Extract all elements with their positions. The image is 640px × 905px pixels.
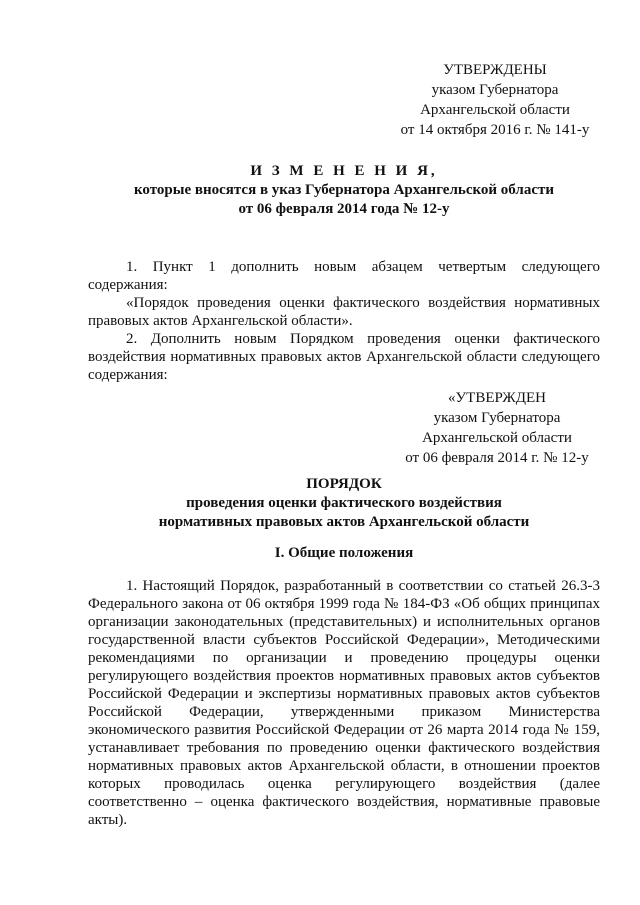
- approved-by: указом Губернатора: [431, 82, 559, 98]
- paragraph-item-2: 2. Дополнить новым Порядком проведения оценки фактического воздействия нормативных правовых актов Архангельской области следующего содержания:: [88, 331, 600, 383]
- changes-title: [88, 162, 600, 219]
- approved-date: от 14 октября 2016 г. № 141-у: [400, 122, 590, 138]
- changes-decree-date: от 06 февраля 2014 года № 12-у: [238, 201, 450, 217]
- changes-subtitle: которые вносятся в указ Губернатора Архангельской области: [133, 182, 555, 198]
- order-title: [88, 475, 600, 532]
- changes-body: [88, 258, 600, 384]
- order-approved-label: «УТВЕРЖДЕН: [448, 390, 546, 406]
- section-paragraph-1: 1. Настоящий Порядок, разработанный в соответствии со статьей 26.3-3 Федерального закона от 06 октября 1999 года № 184-ФЗ «Об общих принципах организации законодательных (представительных) и исполнительных органов государственной власти субъектов Российской Федерации», Методическими рекомендациями по организации и проведению процедуры оценки регулирующего воздействия проектов нормативных правовых актов субъектов Российской Федерации и экспертизы нормативных правовых актов субъектов Российской Федерации, утвержденными приказом Министерства экономического развития Российской Федерации от 26 марта 2014 года № 159, устанавливает требования по проведению оценки фактического воздействия нормативных правовых актов Архангельской области, в отношении проектов которых проводилась оценка регулирующего воздействия (далее соответственно – оценка фактического воздействия, нормативные правовые акты).: [88, 578, 600, 828]
- approved-region: Архангельской области: [420, 102, 570, 118]
- order-subtitle-2: нормативных правовых актов Архангельской области: [158, 514, 530, 530]
- order-approved-stamp: [392, 388, 602, 468]
- paragraph-item-1: 1. Пункт 1 дополнить новым абзацем четвертым следующего содержания:: [88, 259, 600, 293]
- paragraph-quote: «Порядок проведения оценки фактического воздействия нормативных правовых актов Архангельской области».: [88, 295, 600, 329]
- changes-heading: И З М Е Н Е Н И Я,: [250, 163, 438, 179]
- section-heading: I. Общие положения: [274, 545, 414, 561]
- order-heading: ПОРЯДОК: [306, 476, 382, 492]
- order-approved-region: Архангельской области: [422, 430, 572, 446]
- order-approved-date: от 06 февраля 2014 г. № 12-у: [405, 450, 589, 466]
- approved-stamp: [390, 60, 600, 140]
- section-body: [88, 577, 600, 829]
- approved-label: УТВЕРЖДЕНЫ: [443, 62, 547, 78]
- order-subtitle-1: проведения оценки фактического воздействия: [186, 495, 502, 511]
- order-approved-by: указом Губернатора: [433, 410, 561, 426]
